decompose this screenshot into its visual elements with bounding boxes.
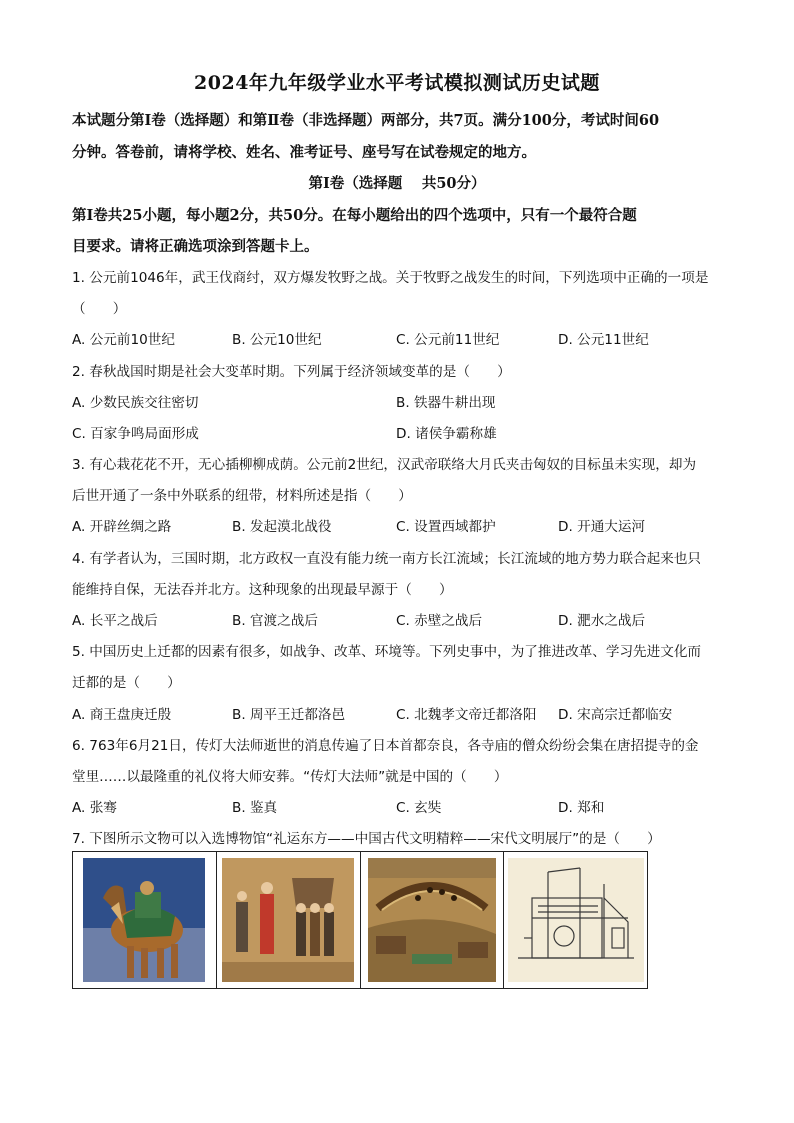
- question-6-option-d: D. 郑和: [558, 800, 605, 816]
- question-4-option-c: C. 赤壁之战后: [396, 613, 483, 629]
- question-4-line-1: 4. 有学者认为，三国时期，北方政权一直没有能力统一南方长江流域；长江流域的地方势力联合起来也只: [72, 551, 702, 567]
- question-3-option-a: A. 开辟丝绸之路: [72, 519, 172, 535]
- question-5-option-d: D. 宋高宗迁都临安: [558, 707, 673, 723]
- glazed-camel-image: [83, 858, 205, 982]
- artifact-image-2: [217, 852, 361, 988]
- question-6-option-b: B. 鉴真: [232, 800, 278, 816]
- question-1-option-c: C. 公元前11世纪: [396, 332, 500, 348]
- question-1-line-1: 1. 公元前1046年，武王伐商纣，双方爆发牧野之战。关于牧野之战发生的时间，下列选项中正确的一项是: [72, 270, 709, 286]
- question-4-line-2: 能维持自保，无法吞并北方。这种现象的出现最早源于（ ）: [72, 582, 453, 598]
- question-1-option-a: A. 公元前10世纪: [72, 332, 175, 348]
- question-2-option-c: C. 百家争鸣局面形成: [72, 426, 199, 442]
- question-6-line-2: 堂里……以最隆重的礼仪将大师安葬。“传灯大法师”就是中国的（ ）: [72, 769, 508, 785]
- question-7-line-1: 7. 下图所示文物可以入选博物馆“礼运东方——中国古代文明精粹——宋代文明展厅”的是（ ）: [72, 831, 661, 847]
- question-1-option-b: B. 公元10世纪: [232, 332, 322, 348]
- question-5-option-b: B. 周平王迁都洛邑: [232, 707, 346, 723]
- question-4-option-d: D. 淝水之战后: [558, 613, 646, 629]
- question-5-option-c: C. 北魏孝文帝迁都洛阳: [396, 707, 537, 723]
- question-6-line-1: 6. 763年6月21日，传灯大法师逝世的消息传遍了日本首都奈良，各寺庙的僧众纷纷会集在唐招提寺的金: [72, 738, 699, 754]
- question-4-option-b: B. 官渡之战后: [232, 613, 318, 629]
- question-3-line-2: 后世开通了一条中外联系的纽带，材料所述是指（ ）: [72, 488, 412, 504]
- exam-title: 2024年九年级学业水平考试模拟测试历史试题: [194, 72, 600, 94]
- question-3-line-1: 3. 有心栽花花不开，无心插柳柳成荫。公元前2世纪，汉武帝联络大月氏夹击匈奴的目标虽未实现，却为: [72, 457, 697, 473]
- artifact-image-4: [504, 852, 647, 988]
- question-3-option-b: B. 发起漠北战役: [232, 519, 332, 535]
- question-4-option-a: A. 长平之战后: [72, 613, 158, 629]
- question-2-option-a: A. 少数民族交往密切: [72, 395, 199, 411]
- artifact-image-table: [72, 851, 648, 989]
- qingming-scroll-image: [368, 858, 496, 982]
- question-5-line-2: 迁都的是（ ）: [72, 675, 181, 691]
- question-1-option-d: D. 公元11世纪: [558, 332, 649, 348]
- question-6-option-a: A. 张骞: [72, 800, 117, 816]
- question-5-option-a: A. 商王盘庚迁殷: [72, 707, 172, 723]
- question-5-line-1: 5. 中国历史上迁都的因素有很多，如战争、改革、环境等。下列史事中，为了推进改革、学习先进文化而: [72, 644, 702, 660]
- intro-line-1: 本试题分第Ⅰ卷（选择题）和第Ⅱ卷（非选择题）两部分，共7页。满分100分，考试时间60: [72, 112, 660, 129]
- question-2-line-1: 2. 春秋战国时期是社会大变革时期。下列属于经济领域变革的是（ ）: [72, 364, 511, 380]
- question-2-option-b: B. 铁器牛耕出现: [396, 395, 496, 411]
- loom-drawing-image: [508, 858, 644, 982]
- question-1-line-2: （ ）: [72, 301, 127, 317]
- question-3-option-d: D. 开通大运河: [558, 519, 646, 535]
- section-title: 第Ⅰ卷（选择题 共50分）: [308, 175, 486, 192]
- question-2-option-d: D. 诸侯争霸称雄: [396, 426, 497, 442]
- section-instruction-2: 目要求。请将正确选项涂到答题卡上。: [72, 238, 319, 255]
- artifact-image-1: [73, 852, 217, 988]
- section-instruction-1: 第Ⅰ卷共25小题，每小题2分，共50分。在每小题给出的四个选项中，只有一个最符合题: [72, 207, 637, 224]
- question-3-option-c: C. 设置西域都护: [396, 519, 496, 535]
- intro-line-2: 分钟。答卷前，请将学校、姓名、准考证号、座号写在试卷规定的地方。: [72, 144, 536, 161]
- question-6-option-c: C. 玄奘: [396, 800, 442, 816]
- artifact-image-3: [361, 852, 505, 988]
- court-painting-image: [222, 858, 354, 982]
